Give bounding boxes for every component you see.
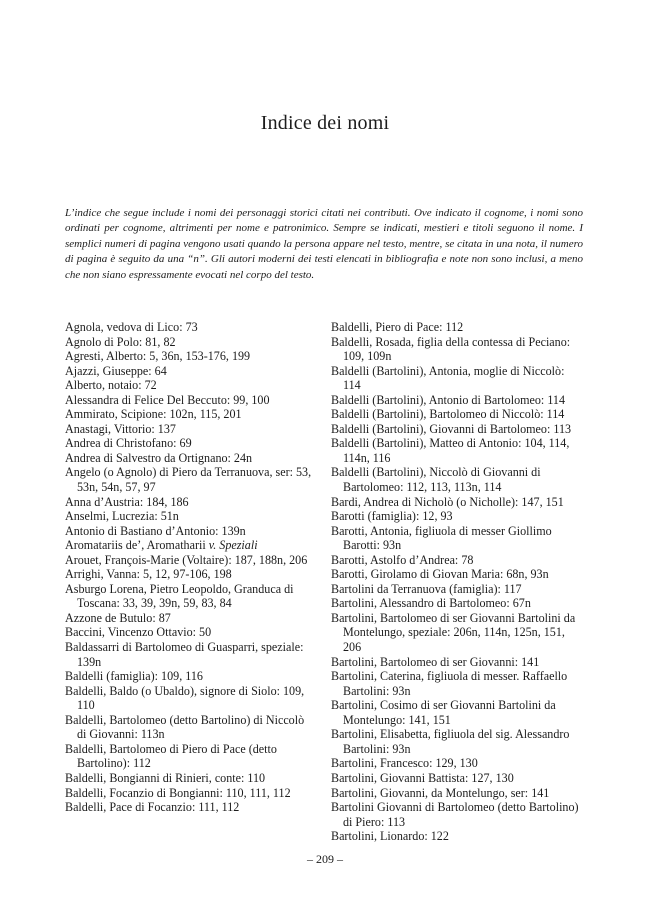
index-entry: Ajazzi, Giuseppe: 64 <box>65 363 167 378</box>
index-entry: Arrighi, Vanna: 5, 12, 97-106, 198 <box>65 567 232 582</box>
index-entry: Ammirato, Scipione: 102n, 115, 201 <box>65 407 242 422</box>
index-column-left <box>65 320 315 815</box>
index-entry: Baldelli, Bartolomeo (detto Bartolino) di Niccolò di Giovanni: 113n <box>65 712 305 742</box>
index-entry: Baldelli, Bartolomeo di Piero di Pace (detto Bartolino): 112 <box>65 741 277 771</box>
intro-paragraph: L’indice che segue include i nomi dei personaggi storici citati nei contributi. Ove indicato il cognome, i nomi sono ordinati per cognome, altrimenti per nome e patronimico. Sempre se indicati, mestieri e titoli seguono il nome. I semplici numeri di pagina vengono usati quando la persona appare nel testo, mentre, se citata in una nota, il numero di pagina è seguito da una “n”. Gli autori moderni dei testi elencati in bibliografia e note non sono inclusi, a meno che non siano espressamente evocati nel corpo del testo. <box>65 207 583 281</box>
index-entry: Baldelli (Bartolini), Bartolomeo di Niccolò: 114 <box>331 407 565 422</box>
index-entry: Baldelli (Bartolini), Niccolò di Giovanni di Bartolomeo: 112, 113, 113n, 114 <box>331 465 541 495</box>
index-entry: Baldassarri di Bartolomeo di Guasparri, speziale: 139n <box>65 640 304 669</box>
index-entry: Bardi, Andrea di Nicholò (o Nicholle): 147, 151 <box>331 494 564 509</box>
index-entry: Bartolini, Caterina, figliuola di messer. Raffaello Bartolini: 93n <box>331 669 568 698</box>
index-entry: Bartolini, Lionardo: 122 <box>331 829 449 844</box>
index-entry: Baldelli, Focanzio di Bongianni: 110, 111, 112 <box>65 785 291 800</box>
index-entry: Bartolini da Terranuova (famiglia): 117 <box>331 581 522 596</box>
index-entry: Baldelli (Bartolini), Matteo di Antonio: 104, 114, 114n, 116 <box>331 436 570 465</box>
index-entry: Baldelli, Pace di Focanzio: 111, 112 <box>65 800 240 815</box>
index-entry: Bartolini, Francesco: 129, 130 <box>331 756 478 771</box>
index-entry: Barotti, Girolamo di Giovan Maria: 68n, 93n <box>331 567 549 582</box>
index-entry: Agresti, Alberto: 5, 36n, 153-176, 199 <box>65 349 251 364</box>
index-entry: Andrea di Christofano: 69 <box>65 436 192 451</box>
index-entry: Barotti, Antonia, figliuola di messer Giollimo Barotti: 93n <box>331 523 552 553</box>
page-title: Indice dei nomi <box>260 112 390 134</box>
index-entry: Andrea di Salvestro da Ortignano: 24n <box>65 450 253 465</box>
page-number: – 209 – <box>307 852 343 866</box>
index-entry: Asburgo Lorena, Pietro Leopoldo, Granduca di Toscana: 33, 39, 39n, 59, 83, 84 <box>65 581 294 611</box>
index-entry: Azzone de Butulo: 87 <box>65 610 171 625</box>
index-entry: Alberto, notaio: 72 <box>65 378 157 393</box>
index-entry: Baldelli (famiglia): 109, 116 <box>65 669 203 684</box>
index-entry: Bartolini, Elisabetta, figliuola del sig. Alessandro Bartolini: 93n <box>331 727 570 756</box>
index-entry: Baldelli (Bartolini), Giovanni di Bartolomeo: 113 <box>331 421 572 436</box>
index-entry: Baldelli, Piero di Pace: 112 <box>331 320 464 334</box>
index-entry: Agnola, vedova di Lico: 73 <box>65 320 198 334</box>
see-reference: v. Speziali <box>208 538 258 553</box>
index-entry: Baldelli (Bartolini), Antonio di Bartolomeo: 114 <box>331 392 566 407</box>
index-entry: Angelo (o Agnolo) di Piero da Terranuova, ser: 53, 53n, 54n, 57, 97 <box>65 465 312 495</box>
index-entry: Baldelli, Rosada, figlia della contessa di Peciano: 109, 109n <box>331 334 571 364</box>
index-entry: Arouet, François-Marie (Voltaire): 187, 188n, 206 <box>65 552 308 567</box>
index-entry: Bartolini, Bartolomeo di ser Giovanni Bartolini da Montelungo, speziale: 206n, 114n, 125n, 151, 206 <box>331 610 576 655</box>
index-column-right <box>331 320 583 844</box>
index-entry: Bartolini, Cosimo di ser Giovanni Bartolini da Montelungo: 141, 151 <box>331 698 556 727</box>
index-entry: Baldelli, Baldo (o Ubaldo), signore di Siolo: 109, 110 <box>65 683 305 713</box>
index-entry: Bartolini, Bartolomeo di ser Giovanni: 141 <box>331 654 540 669</box>
index-entry: Alessandra di Felice Del Beccuto: 99, 100 <box>65 392 270 407</box>
index-entry: Antonio di Bastiano d’Antonio: 139n <box>65 523 246 538</box>
index-entry: Barotti, Astolfo d’Andrea: 78 <box>331 552 474 567</box>
index-entry-term: Aromatariis de’, Aromatharii <box>65 538 206 553</box>
index-entry: Barotti (famiglia): 12, 93 <box>331 509 453 524</box>
index-entry-see <box>65 538 315 553</box>
index-entry: Anselmi, Lucrezia: 51n <box>65 509 179 524</box>
index-entry: Baldelli (Bartolini), Antonia, moglie di Niccolò: 114 <box>331 363 565 393</box>
index-entry: Agnolo di Polo: 81, 82 <box>65 334 176 349</box>
index-entry: Baccini, Vincenzo Ottavio: 50 <box>65 625 212 640</box>
index-entry: Baldelli, Bongianni di Rinieri, conte: 110 <box>65 770 266 785</box>
index-entry: Bartolini, Giovanni, da Montelungo, ser: 141 <box>331 785 550 800</box>
index-entry: Bartolini, Giovanni Battista: 127, 130 <box>331 770 514 785</box>
index-entry: Bartolini Giovanni di Bartolomeo (detto Bartolino) di Piero: 113 <box>331 800 579 829</box>
index-entry: Anastagi, Vittorio: 137 <box>65 421 176 436</box>
index-entry: Anna d’Austria: 184, 186 <box>65 494 189 509</box>
index-entry: Bartolini, Alessandro di Bartolomeo: 67n <box>331 596 531 611</box>
